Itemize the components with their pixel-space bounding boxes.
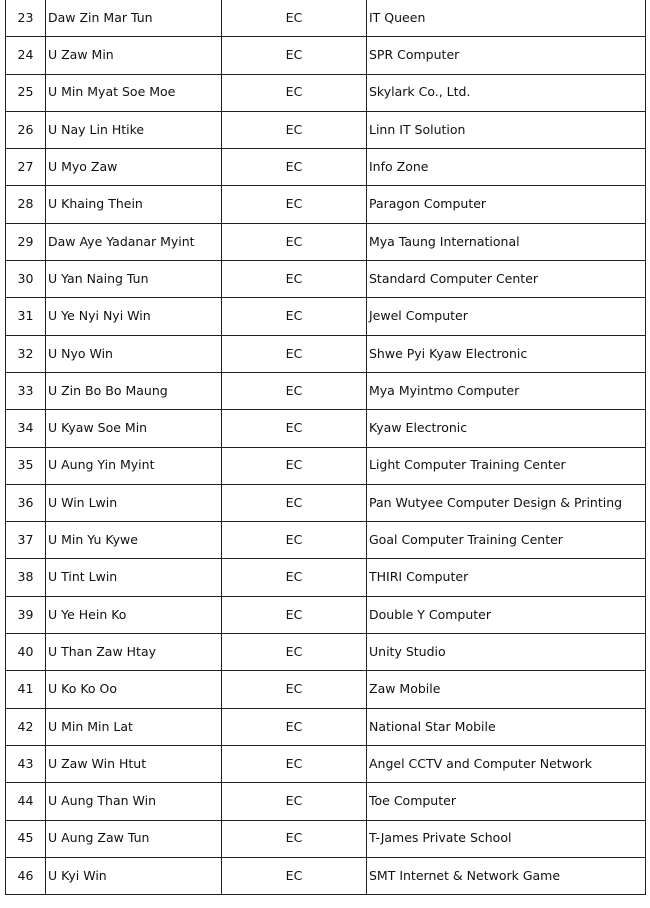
table-row xyxy=(6,298,646,335)
row-number-cell: 35 xyxy=(6,447,46,484)
row-number-cell: 45 xyxy=(6,820,46,857)
member-name-cell: U Kyaw Soe Min xyxy=(46,410,222,447)
row-number-cell: 23 xyxy=(6,0,46,37)
row-number-cell: 24 xyxy=(6,37,46,74)
member-type-cell: EC xyxy=(222,447,367,484)
row-number-cell: 27 xyxy=(6,149,46,186)
organization-cell: IT Queen xyxy=(367,0,646,37)
row-number-cell: 43 xyxy=(6,745,46,782)
member-name-cell: U Min Min Lat xyxy=(46,708,222,745)
member-name-cell: U Aung Yin Myint xyxy=(46,447,222,484)
organization-cell: Skylark Co., Ltd. xyxy=(367,74,646,111)
organization-cell: Shwe Pyi Kyaw Electronic xyxy=(367,335,646,372)
member-table xyxy=(5,0,646,895)
table-row xyxy=(6,335,646,372)
member-name-cell: U Kyi Win xyxy=(46,857,222,894)
organization-cell: Mya Myintmo Computer xyxy=(367,372,646,409)
member-type-cell: EC xyxy=(222,745,367,782)
table-row xyxy=(6,74,646,111)
member-name-cell: U Ye Hein Ko xyxy=(46,596,222,633)
member-type-cell: EC xyxy=(222,186,367,223)
table-row xyxy=(6,820,646,857)
member-type-cell: EC xyxy=(222,559,367,596)
organization-cell: Paragon Computer xyxy=(367,186,646,223)
member-type-cell: EC xyxy=(222,783,367,820)
organization-cell: Standard Computer Center xyxy=(367,261,646,298)
row-number-cell: 33 xyxy=(6,372,46,409)
member-name-cell: U Khaing Thein xyxy=(46,186,222,223)
organization-cell: Double Y Computer xyxy=(367,596,646,633)
table-row xyxy=(6,410,646,447)
organization-cell: SMT Internet & Network Game xyxy=(367,857,646,894)
row-number-cell: 28 xyxy=(6,186,46,223)
member-name-cell: U Tint Lwin xyxy=(46,559,222,596)
table-row xyxy=(6,111,646,148)
member-type-cell: EC xyxy=(222,596,367,633)
row-number-cell: 29 xyxy=(6,223,46,260)
member-name-cell: U Aung Than Win xyxy=(46,783,222,820)
member-type-cell: EC xyxy=(222,634,367,671)
row-number-cell: 25 xyxy=(6,74,46,111)
member-type-cell: EC xyxy=(222,671,367,708)
organization-cell: Unity Studio xyxy=(367,634,646,671)
member-type-cell: EC xyxy=(222,372,367,409)
member-name-cell: U Ko Ko Oo xyxy=(46,671,222,708)
row-number-cell: 30 xyxy=(6,261,46,298)
organization-cell: Kyaw Electronic xyxy=(367,410,646,447)
row-number-cell: 37 xyxy=(6,522,46,559)
member-type-cell: EC xyxy=(222,0,367,37)
row-number-cell: 41 xyxy=(6,671,46,708)
member-type-cell: EC xyxy=(222,149,367,186)
member-type-cell: EC xyxy=(222,37,367,74)
row-number-cell: 26 xyxy=(6,111,46,148)
row-number-cell: 34 xyxy=(6,410,46,447)
row-number-cell: 40 xyxy=(6,634,46,671)
member-type-cell: EC xyxy=(222,335,367,372)
member-type-cell: EC xyxy=(222,484,367,521)
member-name-cell: U Ye Nyi Nyi Win xyxy=(46,298,222,335)
member-type-cell: EC xyxy=(222,74,367,111)
member-table-body xyxy=(6,0,646,895)
member-name-cell: Daw Aye Yadanar Myint xyxy=(46,223,222,260)
member-name-cell: U Zaw Win Htut xyxy=(46,745,222,782)
table-row xyxy=(6,671,646,708)
member-name-cell: U Yan Naing Tun xyxy=(46,261,222,298)
row-number-cell: 46 xyxy=(6,857,46,894)
member-name-cell: U Min Yu Kywe xyxy=(46,522,222,559)
organization-cell: SPR Computer xyxy=(367,37,646,74)
table-row xyxy=(6,0,646,37)
table-row xyxy=(6,261,646,298)
organization-cell: Mya Taung International xyxy=(367,223,646,260)
table-row xyxy=(6,447,646,484)
row-number-cell: 42 xyxy=(6,708,46,745)
organization-cell: Jewel Computer xyxy=(367,298,646,335)
member-type-cell: EC xyxy=(222,223,367,260)
row-number-cell: 39 xyxy=(6,596,46,633)
member-name-cell: U Nay Lin Htike xyxy=(46,111,222,148)
row-number-cell: 31 xyxy=(6,298,46,335)
table-row xyxy=(6,223,646,260)
row-number-cell: 44 xyxy=(6,783,46,820)
organization-cell: Toe Computer xyxy=(367,783,646,820)
member-name-cell: U Nyo Win xyxy=(46,335,222,372)
table-row xyxy=(6,596,646,633)
member-type-cell: EC xyxy=(222,857,367,894)
table-row xyxy=(6,857,646,894)
member-type-cell: EC xyxy=(222,820,367,857)
member-type-cell: EC xyxy=(222,708,367,745)
organization-cell: T-James Private School xyxy=(367,820,646,857)
table-row xyxy=(6,522,646,559)
table-row xyxy=(6,372,646,409)
table-row xyxy=(6,484,646,521)
organization-cell: Goal Computer Training Center xyxy=(367,522,646,559)
table-row xyxy=(6,745,646,782)
row-number-cell: 38 xyxy=(6,559,46,596)
organization-cell: Info Zone xyxy=(367,149,646,186)
member-name-cell: U Zin Bo Bo Maung xyxy=(46,372,222,409)
table-row xyxy=(6,708,646,745)
member-name-cell: U Than Zaw Htay xyxy=(46,634,222,671)
table-row xyxy=(6,149,646,186)
member-name-cell: U Zaw Min xyxy=(46,37,222,74)
member-name-cell: U Min Myat Soe Moe xyxy=(46,74,222,111)
organization-cell: Pan Wutyee Computer Design & Printing xyxy=(367,484,646,521)
member-name-cell: U Myo Zaw xyxy=(46,149,222,186)
table-row xyxy=(6,186,646,223)
member-name-cell: Daw Zin Mar Tun xyxy=(46,0,222,37)
organization-cell: Light Computer Training Center xyxy=(367,447,646,484)
organization-cell: Linn IT Solution xyxy=(367,111,646,148)
member-name-cell: U Win Lwin xyxy=(46,484,222,521)
table-row xyxy=(6,559,646,596)
table-row xyxy=(6,783,646,820)
row-number-cell: 32 xyxy=(6,335,46,372)
member-type-cell: EC xyxy=(222,522,367,559)
table-row xyxy=(6,37,646,74)
member-type-cell: EC xyxy=(222,261,367,298)
row-number-cell: 36 xyxy=(6,484,46,521)
member-name-cell: U Aung Zaw Tun xyxy=(46,820,222,857)
organization-cell: THIRI Computer xyxy=(367,559,646,596)
member-type-cell: EC xyxy=(222,298,367,335)
organization-cell: Zaw Mobile xyxy=(367,671,646,708)
organization-cell: Angel CCTV and Computer Network xyxy=(367,745,646,782)
table-row xyxy=(6,634,646,671)
organization-cell: National Star Mobile xyxy=(367,708,646,745)
member-type-cell: EC xyxy=(222,410,367,447)
member-type-cell: EC xyxy=(222,111,367,148)
